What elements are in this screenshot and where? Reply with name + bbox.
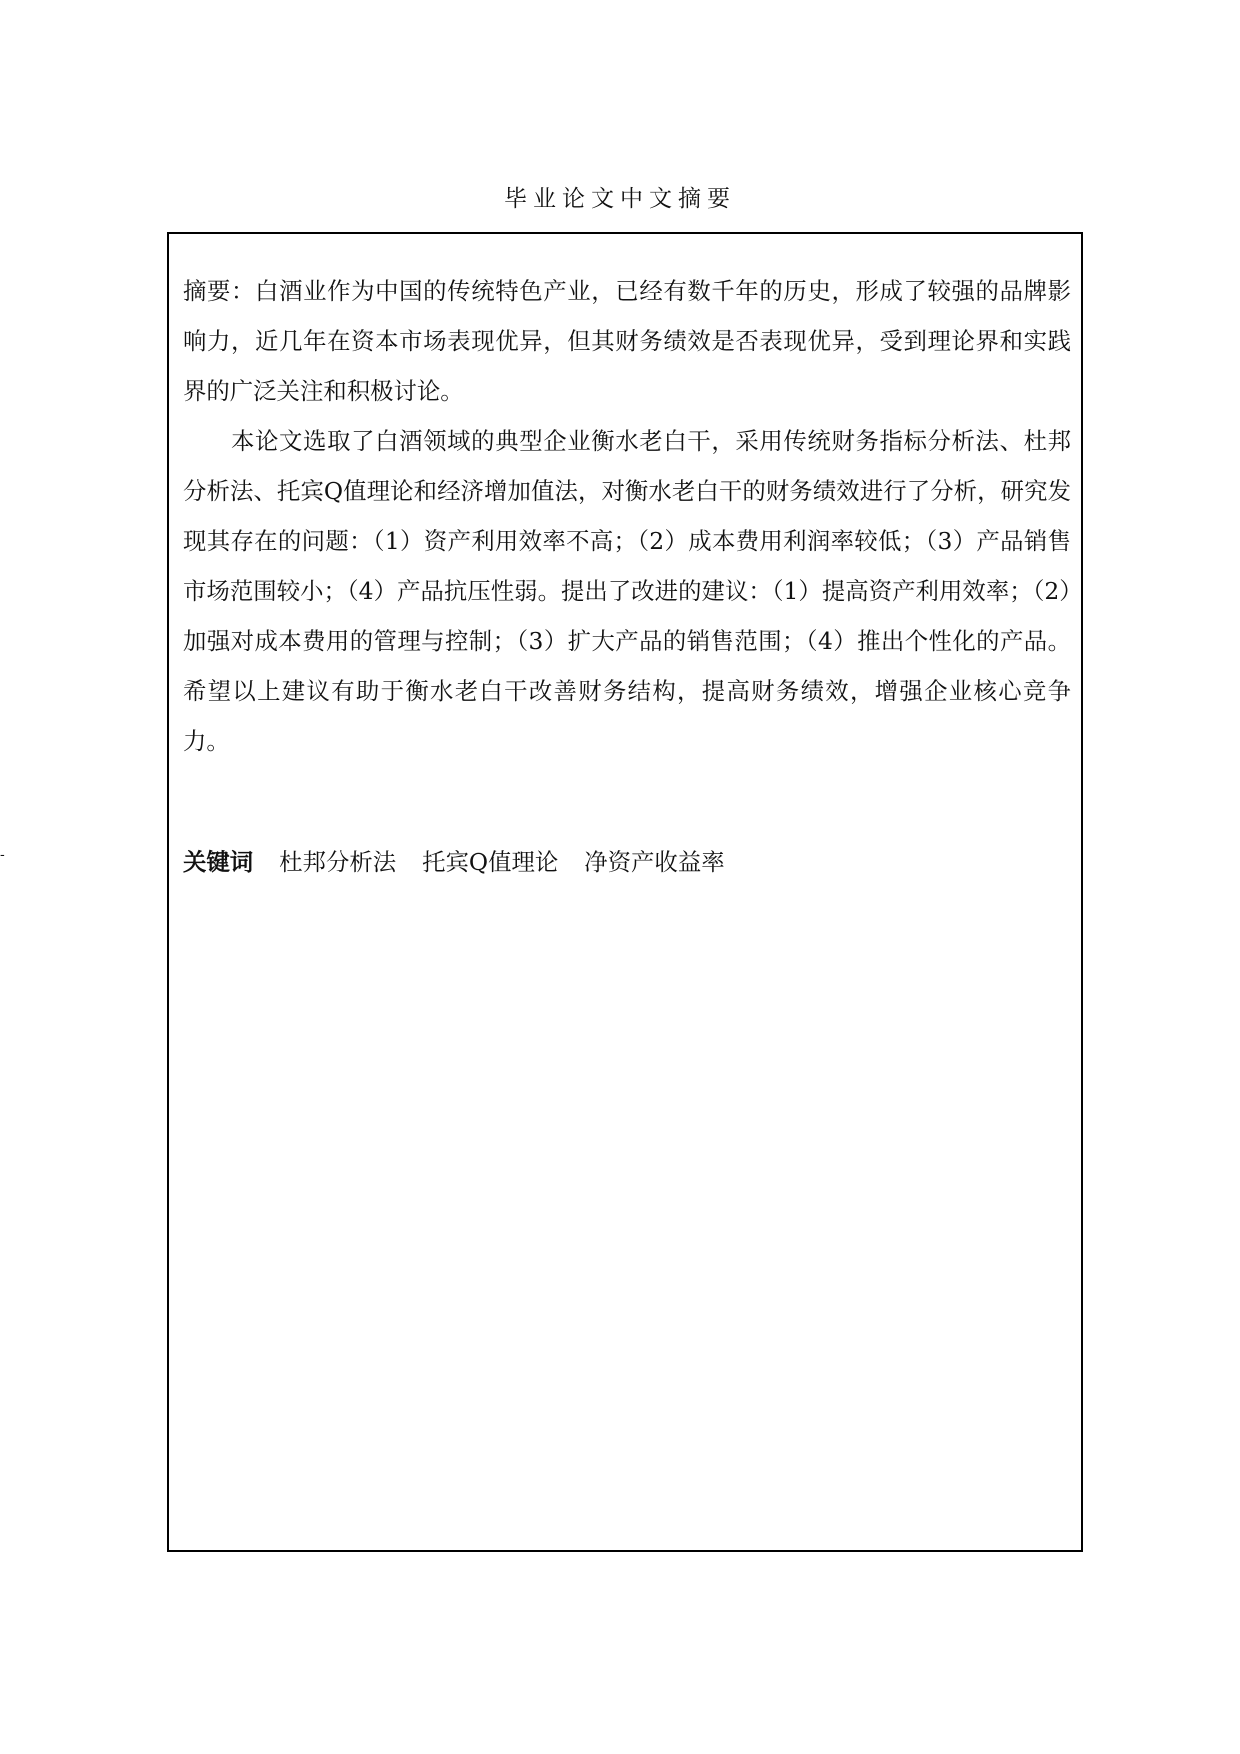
keyword-item: 杜邦分析法 xyxy=(279,848,397,876)
abstract-paragraph-1: 摘要：白酒业作为中国的传统特色产业，已经有数千年的历史，形成了较强的品牌影响力，近几年在资本市场表现优异，但其财务绩效是否表现优异，受到理论界和实践界的广泛关注和积极讨论。 xyxy=(183,277,1071,405)
margin-mark: - xyxy=(0,847,5,863)
abstract-box xyxy=(167,232,1083,1552)
keyword-item: 托宾Q值理论 xyxy=(422,848,559,876)
keywords-label: 关键词 xyxy=(183,848,254,876)
keyword-item: 净资产收益率 xyxy=(584,848,725,876)
keywords-line xyxy=(183,842,751,882)
abstract-body xyxy=(183,266,1071,766)
page-title: 毕业论文中文摘要 xyxy=(504,186,736,212)
abstract-paragraph-2: 本论文选取了白酒领域的典型企业衡水老白干，采用传统财务指标分析法、杜邦分析法、托宾Q值理论和经济增加值法，对衡水老白干的财务绩效进行了分析，研究发现其存在的问题：（1）资产利用效率不高；（2）成本费用利润率较低；（3）产品销售市场范围较小；（4）产品抗压性弱。提出了改进的建议：（1）提高资产利用效率；（2）加强对成本费用的管理与控制；（3）扩大产品的销售范围；（4）推出个性化的产品。希望以上建议有助于衡水老白干改善财务结构，提高财务绩效，增强企业核心竞争力。 xyxy=(183,427,1071,755)
